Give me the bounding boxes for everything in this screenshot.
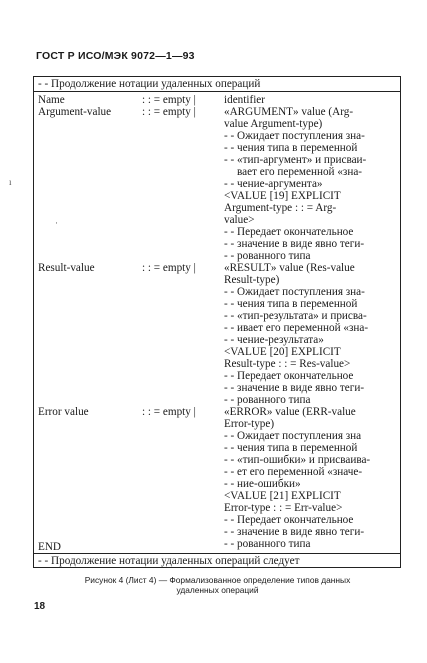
field-name-label: Name [38,94,65,106]
result-comment-line: - - чение-результата» [224,334,324,346]
error-comment-line: - - Передает окончательное [224,514,354,526]
error-definition-line: «ERROR» value (ERR-value [224,406,356,418]
page-number: 18 [34,601,46,612]
error-comment-line: - - рованного типа [224,538,311,550]
figure-caption: Рисунок 4 (Лист 4) — Формализованное определение типов данных [84,575,351,585]
assign-empty: : : = empty | [142,406,196,418]
top-divider [34,91,400,92]
argument-comment-line: вает его переменной «зна- [237,166,363,178]
argument-comment-line: - - «тип-аргумент» и присваи- [224,154,367,166]
result-comment-line: - - значение в виде явно теги- [224,382,365,394]
error-definition-line: Error-type) [224,418,275,430]
error-comment-line: - - ние-ошибки» [224,478,301,490]
scan-speck: ı [9,177,12,187]
assign-empty: : : = empty | [142,106,196,118]
error-comment-line: - - значение в виде явно теги- [224,526,365,538]
document-header: ГОСТ Р ИСО/МЭК 9072—1—93 [36,50,195,62]
result-comment-line: - - чения типа в переменной [224,298,358,310]
result-value-tag: Result-type : : = Res-value> [224,358,351,370]
argument-value-tag: <VALUE [19] EXPLICIT [224,190,341,202]
assign-empty: : : = empty | [142,262,196,274]
argument-comment-line: - - Ожидает поступления зна- [224,130,365,142]
argument-value-tag: Argument-type : : = Arg- [224,202,337,214]
result-definition-line: «RESULT» value (Res-value [224,262,355,274]
argument-comment-line: - - чения типа в переменной [224,142,358,154]
argument-value-tag: value> [224,214,255,226]
field-argument-label: Argument-value [38,106,112,118]
end-keyword: END [38,541,61,553]
argument-comment-line: - - Передает окончательное [224,226,354,238]
error-comment-line: - - Ожидает поступления зна [224,430,362,442]
argument-comment-line: - - чение-аргумента» [224,178,323,190]
argument-comment-line: - - значение в виде явно теги- [224,238,365,250]
error-value-tag: <VALUE [21] EXPLICIT [224,490,341,502]
error-value-tag: Error-type : : = Err-value> [224,502,343,514]
result-comment-line: - - рованного типа [224,394,311,406]
error-comment-line: - - чения типа в переменной [224,442,358,454]
result-definition-line: Result-type) [224,274,280,286]
error-comment-line: - - «тип-ошибки» и присваива- [224,454,371,466]
result-value-tag: <VALUE [20] EXPLICIT [224,346,341,358]
result-comment-line: - - ивает его переменной «зна- [224,322,369,334]
continuation-note: - - Продолжение нотации удаленных операций [38,78,261,90]
result-comment-line: - - Передает окончательное [224,370,354,382]
result-comment-line: - - Ожидает поступления зна- [224,286,365,298]
assign-empty: : : = empty | [142,94,196,106]
figure-caption-continued: удаленных операций [176,585,259,595]
field-error-label: Error value [38,406,89,418]
result-comment-line: - - «тип-результата» и присва- [224,310,367,322]
notation-box [33,76,401,568]
continuation-next-note: - - Продолжение нотации удаленных операций следует [38,555,300,567]
name-definition: identifier [224,94,266,106]
bottom-divider [34,553,400,554]
argument-definition-line: «ARGUMENT» value (Arg- [224,106,354,118]
argument-definition-line: value Argument-type) [224,118,323,130]
field-result-label: Result-value [38,262,95,274]
error-comment-line: - - ет его переменной «значе- [224,466,363,478]
argument-comment-line: - - рованного типа [224,250,311,262]
scan-speck: · [55,218,58,228]
